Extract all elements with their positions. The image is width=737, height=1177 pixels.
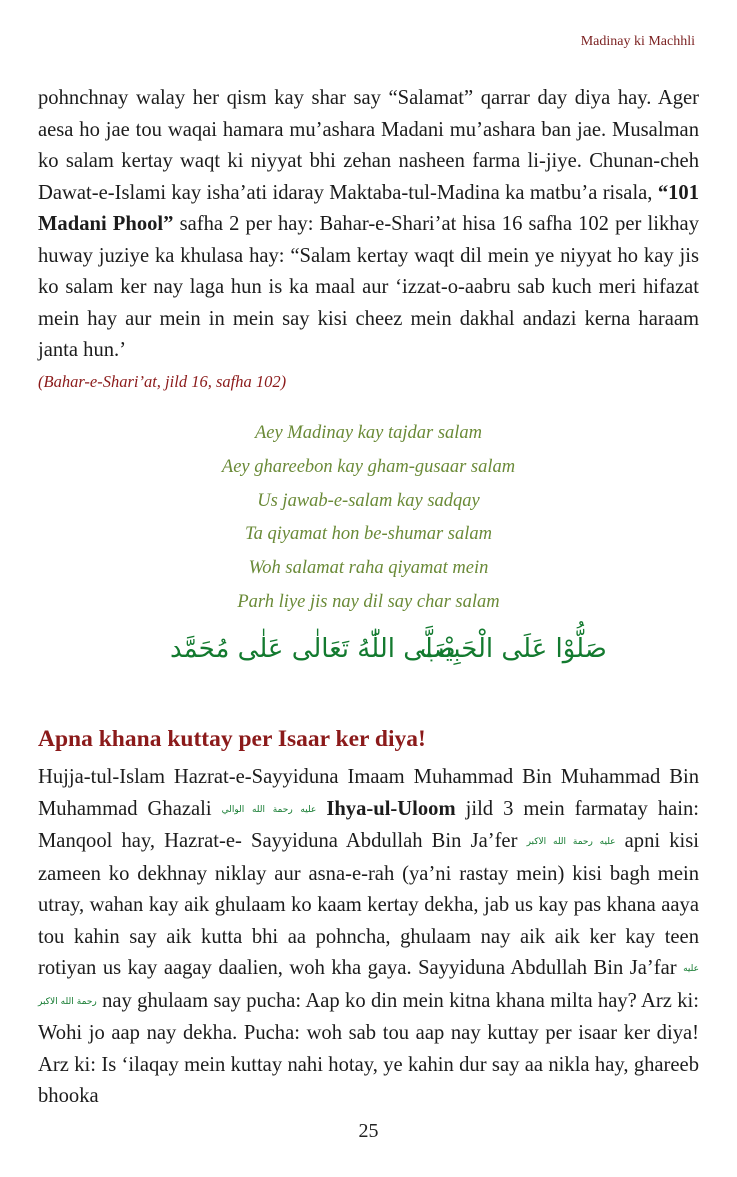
- para2-text-2: jild 3 mein farmatay hain: Manqool hay, Hazrat-e- Sayyiduna Abdullah Bin Ja’fer: [38, 797, 699, 852]
- para2-bold-book: Ihya-ul-Uloom: [326, 797, 456, 820]
- poem-line: Aey ghareebon kay gham-gusaar salam: [221, 456, 516, 477]
- para2-text-1: Hujja-tul-Islam Hazrat-e-Sayyiduna Imaam Muhammad Bin Muhammad Bin Muhammad Ghazali: [38, 766, 699, 820]
- poem-line: Woh salamat raha qiyamat mein: [248, 558, 489, 579]
- para2-text-4: nay ghulaam say pucha: Aap ko din mein kitna khana milta hay? Arz ki: Wohi jo aap nay dekha. Pucha: woh sab tou aap nay kuttay per isaar ker diya! Arz ki: Is ‘ilaqay mein kuttay nahi hotay, ye kahin dur say aa nikla hay, ghareeb bhooka: [38, 989, 699, 1107]
- para2-text-3: apni kisi zameen ko dekhnay niklay aur asna-e-rah (ya’ni rastay mein) kisi bagh mein utray, wahan kay aik ghulaam ko kaam kertay dekha, jab us kay pas khana aaya tou kahin say aik kutta bhi aa pohncha, ghulaam nay aik aik ker kay teen rotiyan us kay aagay daalien, woh kha gaya. Sayyiduna Abdullah Bin Ja’far: [38, 830, 699, 979]
- section-heading: Apna khana kuttay per Isaar ker diya!: [38, 726, 426, 752]
- para1-text-b: safha 2 per hay: Bahar-e-Shari’at hisa 16 safha 102 per likhay huway juziye ka khulasa hay: “Salam kertay waqt dil mein ye niyyat ho kay jis ko salam ker nay laga hun is ka maal aur ‘izzat-o-aabru sab kuch meri hifazat mein hay aur mein in mein say kisi cheez mein dakhal andazi kerna haraam janta hun.’: [38, 213, 699, 361]
- reference-citation: (Bahar-e-Shari’at, jild 16, safha 102): [38, 372, 287, 391]
- para1-bold-title: “101 Madani Phool”: [38, 181, 699, 235]
- salawat-left: صَلَّى اللّٰهُ تَعَالٰى عَلٰى مُحَمَّد: [170, 634, 456, 664]
- poem: [0, 419, 737, 622]
- running-head: Madinay ki Machhli: [580, 34, 695, 49]
- salawat-row: [0, 630, 737, 674]
- honorific-1: عليه رحمة الله الوالي: [221, 804, 317, 815]
- honorific-3: عليه رحمة الله الاكبر: [38, 964, 699, 1007]
- poem-line: Parh liye jis nay dil say char salam: [237, 591, 500, 612]
- poem-line: Us jawab-e-salam kay sadqay: [257, 490, 480, 511]
- page-number: 25: [358, 1120, 379, 1142]
- para1-text-a: pohnchnay walay her qism kay shar say “Salamat” qarrar day diya hay. Ager aesa ho jae tou waqai hamara mu’ashara Madani mu’ashara ban jae. Musalman ko salam kertay waqt ki niyyat bhi zehan nasheen farma li-jiye. Chunan-cheh Dawat-e-Islami kay isha’ati idaray Maktaba-tul-Madina ka matbu’a risala,: [38, 87, 699, 204]
- honorific-2: عليه رحمة الله الاكبر: [526, 837, 616, 847]
- body-paragraph-1: [38, 83, 699, 367]
- poem-line: Ta qiyamat hon be-shumar salam: [244, 524, 493, 545]
- body-paragraph-2: [38, 762, 699, 1113]
- poem-line: Aey Madinay kay tajdar salam: [254, 423, 483, 443]
- salawat-right: صَلُّوْا عَلَى الْحَبِيْب: [420, 634, 607, 664]
